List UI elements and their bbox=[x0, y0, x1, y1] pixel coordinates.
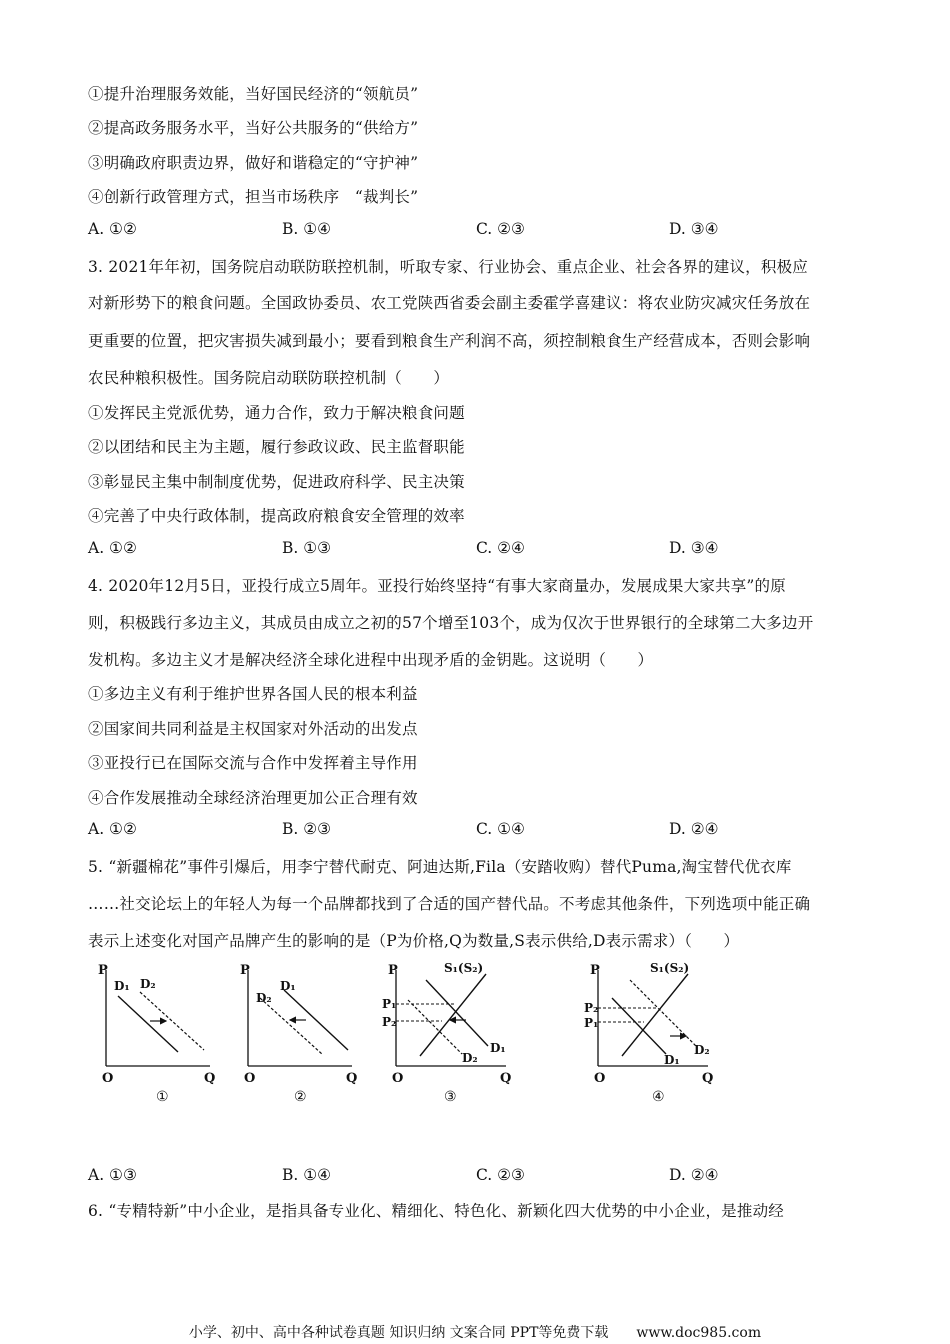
q3-option-a: A. ①② bbox=[88, 539, 137, 557]
q3-stem-line-4: 农民种粮积极性。国务院启动联防联控机制（ ） bbox=[88, 369, 450, 387]
graph-3 bbox=[382, 958, 522, 1108]
q4-item-2: ②国家间共同利益是主权国家对外活动的出发点 bbox=[88, 720, 418, 738]
graph-4-p1-label: P₁ bbox=[584, 1016, 599, 1030]
q3-item-4: ④完善了中央行政体制，提高政府粮食安全管理的效率 bbox=[88, 507, 465, 525]
q4-option-c: C. ①④ bbox=[476, 820, 525, 838]
q5-option-a: A. ①③ bbox=[88, 1166, 137, 1184]
graph-4-supply-label: S₁(S₂) bbox=[650, 961, 690, 975]
graph-3-p1-label: P₁ bbox=[382, 997, 397, 1011]
q3-option-d: D. ③④ bbox=[669, 539, 719, 557]
graph-4-d2-line bbox=[630, 980, 696, 1046]
q2-option-a: A. ①② bbox=[88, 220, 137, 238]
q4-item-4: ④合作发展推动全球经济治理更加公正合理有效 bbox=[88, 789, 418, 807]
q3-option-c: C. ②④ bbox=[476, 539, 525, 557]
graph-1-d1-line bbox=[118, 996, 178, 1052]
q4-stem-line-2: 则，积极践行多边主义，其成员由成立之初的57个增至103个，成为仅次于世界银行的全球第二大多边开 bbox=[88, 614, 814, 632]
graph-1-p-label: P bbox=[98, 963, 108, 978]
q2-item-1: ①提升治理服务效能，当好国民经济的“领航员” bbox=[88, 85, 419, 103]
q2-option-c: C. ②③ bbox=[476, 220, 525, 238]
q5-stem-line-2: ……社交论坛上的年轻人为每一个品牌都找到了合适的国产替代品。不考虑其他条件，下列选项中能正确 bbox=[88, 895, 811, 913]
graph-1-d1-label: D₁ bbox=[114, 979, 130, 993]
graph-3-number: ③ bbox=[444, 1089, 457, 1105]
q3-stem-line-2: 对新形势下的粮食问题。全国政协委员、农工党陕西省委会副主委霍学喜建议：将农业防灾减灾任务放在 bbox=[88, 294, 811, 312]
q3-stem-line-3: 更重要的位置，把灾害损失减到最小；要看到粮食生产利润不高，须控制粮食生产经营成本，否则会影响 bbox=[88, 332, 811, 350]
graph-1-origin-label: O bbox=[102, 1071, 114, 1086]
graph-2-number: ② bbox=[294, 1089, 307, 1105]
graph-1-d2-line bbox=[140, 992, 204, 1050]
q5-stem-line-1: 5. “新疆棉花”事件引爆后，用李宁替代耐克、阿迪达斯,Fila（安踏收购）替代Puma,淘宝替代优衣库 bbox=[88, 858, 792, 876]
q4-stem-line-1: 4. 2020年12月5日，亚投行成立5周年。亚投行始终坚持“有事大家商量办，发展成果大家共享”的原 bbox=[88, 577, 786, 595]
graph-4-q-label: Q bbox=[702, 1071, 714, 1086]
graph-4-supply-line bbox=[622, 974, 688, 1056]
graph-4-d1-label: D₁ bbox=[664, 1053, 680, 1067]
graph-3-p2-label: P₂ bbox=[382, 1015, 397, 1029]
graph-1-number: ① bbox=[156, 1089, 169, 1105]
graph-2-d2-line bbox=[260, 998, 322, 1054]
graph-3-origin-label: O bbox=[392, 1071, 404, 1086]
q2-option-d: D. ③④ bbox=[669, 220, 719, 238]
graph-4-d2-label: D₂ bbox=[694, 1043, 710, 1057]
graph-4-p2-label: P₂ bbox=[584, 1001, 599, 1015]
q6-stem-line-1: 6. “专精特新”中小企业，是指具备专业化、精细化、特色化、新颖化四大优势的中小企业，是推动经 bbox=[88, 1202, 784, 1220]
q5-option-b: B. ①④ bbox=[282, 1166, 332, 1184]
graph-2-origin-label: O bbox=[244, 1071, 256, 1086]
graph-3-supply-line bbox=[420, 974, 486, 1056]
graph-3-d2-label: D₂ bbox=[462, 1051, 478, 1065]
graph-4-d1-line bbox=[612, 998, 666, 1054]
q4-option-b: B. ②③ bbox=[282, 820, 332, 838]
q4-item-1: ①多边主义有利于维护世界各国人民的根本利益 bbox=[88, 685, 418, 703]
q3-item-3: ③彰显民主集中制制度优势，促进政府科学、民主决策 bbox=[88, 473, 465, 491]
graph-2-p-label: P bbox=[240, 963, 250, 978]
q4-stem-line-3: 发机构。多边主义才是解决经济全球化进程中出现矛盾的金钥匙。这说明（ ） bbox=[88, 651, 654, 669]
q3-stem-line-1: 3. 2021年年初，国务院启动联防联控机制，听取专家、行业协会、重点企业、社会各界的建议，积极应 bbox=[88, 258, 808, 276]
graph-3-p-label: P bbox=[388, 963, 398, 978]
q2-item-4: ④创新行政管理方式，担当市场秩序 “裁判长” bbox=[88, 188, 419, 206]
q2-option-b: B. ①④ bbox=[282, 220, 332, 238]
q2-item-2: ②提高政务服务水平，当好公共服务的“供给方” bbox=[88, 119, 419, 137]
graph-4-number: ④ bbox=[652, 1089, 665, 1105]
graph-2 bbox=[234, 958, 364, 1108]
page-footer: 小学、初中、高中各种试卷真题 知识归纳 文案合同 PPT等免费下载 www.doc985.com bbox=[188, 1325, 762, 1341]
q3-option-b: B. ①③ bbox=[282, 539, 332, 557]
q4-item-3: ③亚投行已在国际交流与合作中发挥着主导作用 bbox=[88, 754, 418, 772]
graph-3-supply-label: S₁(S₂) bbox=[444, 961, 484, 975]
graph-1-d2-label: D₂ bbox=[140, 977, 156, 991]
q4-option-a: A. ①② bbox=[88, 820, 137, 838]
graph-3-q-label: Q bbox=[500, 1071, 512, 1086]
q5-option-d: D. ②④ bbox=[669, 1166, 719, 1184]
graph-2-d2-label: D₂ bbox=[256, 991, 272, 1005]
graph-4 bbox=[584, 958, 734, 1108]
q2-item-3: ③明确政府职责边界，做好和谐稳定的“守护神” bbox=[88, 154, 419, 172]
graph-3-d2-line bbox=[408, 1000, 462, 1054]
graph-1 bbox=[92, 958, 222, 1108]
q3-item-1: ①发挥民主党派优势，通力合作，致力于解决粮食问题 bbox=[88, 404, 465, 422]
graph-4-p-label: P bbox=[590, 963, 600, 978]
graph-1-q-label: Q bbox=[204, 1071, 216, 1086]
q5-option-c: C. ②③ bbox=[476, 1166, 525, 1184]
graph-2-q-label: Q bbox=[346, 1071, 358, 1086]
q5-stem-line-3: 表示上述变化对国产品牌产生的影响的是（P为价格,Q为数量,S表示供给,D表示需求）（ ） bbox=[88, 932, 740, 950]
q4-option-d: D. ②④ bbox=[669, 820, 719, 838]
graph-4-origin-label: O bbox=[594, 1071, 606, 1086]
graph-3-d1-label: D₁ bbox=[490, 1041, 506, 1055]
q3-item-2: ②以团结和民主为主题，履行参政议政、民主监督职能 bbox=[88, 438, 465, 456]
graph-2-d1-label: D₁ bbox=[280, 979, 296, 993]
